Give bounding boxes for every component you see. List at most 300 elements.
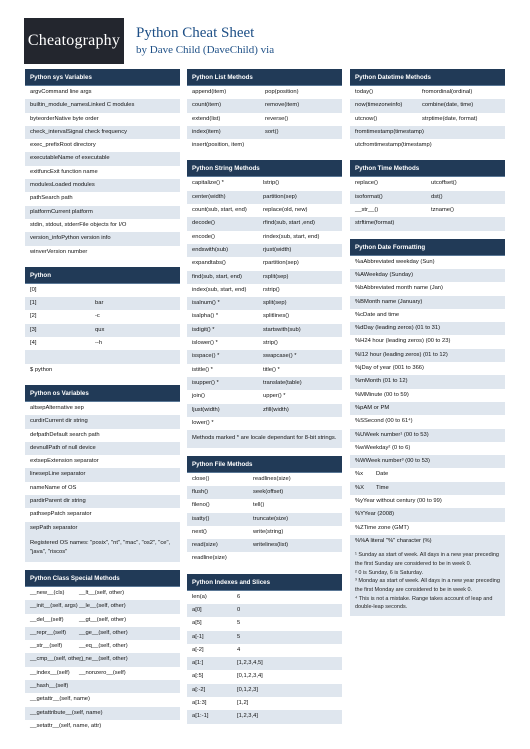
table-row [25,246,180,259]
section-header: Python os Variables [25,385,180,402]
table-cell: %yYear without century (00 to 99) [355,498,442,505]
table-row [187,617,342,630]
table-row [25,455,180,468]
table-cell: splitlines() [263,313,290,320]
table-cell [376,442,505,455]
table-cell: executableName of executable [30,155,110,162]
table-cell [265,139,342,152]
table-row [25,429,180,442]
table-cell: utcfromtimestamp(timestamp) [355,142,432,149]
table-cell: a[-1] [192,633,204,640]
table-cell [376,269,505,282]
footnote: ² 0 is Sunday, 6 is Saturday. [355,569,423,576]
table-cell: __del__(self) [30,616,64,623]
section-header: Python Class Special Methods [25,570,180,587]
table-row [25,86,180,99]
table-row [187,591,342,604]
table-cell: %SSecond (00 to 61⁴) [355,418,413,425]
table-cell: Time [376,484,389,491]
table-cell: encode() [192,233,215,240]
table-row [187,257,342,270]
table-cell: Date [376,471,389,478]
table-cell: truncate(size) [253,515,289,522]
table-cell [431,217,505,230]
table-cell: flush() [192,488,209,495]
table-row [187,324,342,337]
table-cell: __cmp__(self, other) [30,656,84,663]
table-cell: extsepExtension separator [30,458,99,465]
table-cell: now(timezoneinfo) [355,102,403,109]
table-row [187,710,342,723]
table-cell: altsepAlternative sep [30,404,84,411]
table-cell [376,335,505,348]
table-cell: startswith(sub) [263,326,301,333]
table-cell: %YYear (2008) [355,511,395,518]
table-cell: defpathDefault search path [30,431,100,438]
table-cell: %bAbbreviated month name (Jan) [355,285,443,292]
table-row [25,364,180,377]
table-row [25,587,180,600]
table-cell: center(width) [192,193,226,200]
footnote: ¹ Sunday as start of week. All days in a new year preceding the first Sunday are considered to be in week 0. [355,552,499,567]
table-cell: isatty() [192,515,210,522]
table-row [25,166,180,179]
table-row [25,126,180,139]
header [24,18,530,64]
table-cell: bar [95,300,104,307]
table-cell [79,693,180,706]
table-row [350,508,505,521]
table-cell: rpartition(sep) [263,260,299,267]
table-row [350,269,505,282]
table-cell: append(item) [192,89,227,95]
table-cell: today() [355,89,374,95]
table-cell: endswith(sub) [192,246,229,253]
table-cell: a[:5] [192,673,204,680]
table-row [350,99,505,112]
table-cell [263,417,342,430]
table-cell [79,720,180,733]
section-rows [25,402,180,535]
table-row [187,310,342,323]
table-row [25,653,180,666]
table-row [350,522,505,535]
table-row [25,707,180,720]
table-cell: strptime(date, format) [422,115,478,122]
table-row [350,296,505,309]
table-cell: 0 [237,607,241,613]
table-row [350,282,505,295]
table-row [187,86,342,99]
table-row [187,417,342,430]
section-rows [350,86,505,152]
table-cell [79,707,180,720]
table-cell: a[:-2] [192,686,206,693]
table-cell [376,362,505,375]
table-row [350,455,505,468]
table-row [187,177,342,190]
table-row [25,720,180,733]
table-row [350,375,505,388]
table-cell: zfill(width) [263,406,289,413]
table-cell: rfind(sub, start ,end) [263,220,315,227]
table-row [350,86,505,99]
table-row [25,468,180,481]
table-row [350,113,505,126]
table-cell [422,126,505,139]
table-row [25,442,180,455]
table-cell [376,322,505,335]
table-cell: __getattr__(self, name) [30,696,90,703]
table-cell: %UWeek number¹ (00 to 53) [355,431,429,438]
page-title: Python Cheat Sheet [136,25,255,41]
table-cell: fileno() [192,502,210,509]
table-cell: islower() * [192,340,218,347]
column-2 [187,69,342,732]
table-row [187,99,342,112]
table-row [350,442,505,455]
table-cell [422,139,505,152]
table-row [350,482,505,495]
table-cell: nameName of OS [30,484,77,491]
table-cell: [2] [30,313,37,320]
table-cell [30,350,95,363]
table-row [350,126,505,139]
table-cell: --h [95,340,103,347]
table-cell: %ZTime zone (GMT) [355,524,409,531]
section-block [350,239,505,616]
table-cell: a[0] [192,607,202,613]
table-cell: __ne__(self, other) [79,656,128,663]
table-cell: next() [192,528,207,535]
table-cell: capitalize() * [192,180,224,187]
section-rows [187,473,342,566]
table-cell: rstrip() [263,286,280,293]
table-row [25,508,180,521]
table-cell: winverVersion number [30,248,88,255]
table-row [187,139,342,152]
column-1 [25,69,180,741]
table-row [25,667,180,680]
table-cell: __str__() [355,207,379,214]
table-row [350,389,505,402]
table-row [187,126,342,139]
table-cell: translate(table) [263,379,302,386]
table-cell: modulesLoaded modules [30,182,95,189]
table-cell: $ python [30,366,53,373]
section-rows [25,587,180,733]
section-block [25,69,180,259]
table-cell: %H24 hour (leading zeros) (00 to 23) [355,338,451,345]
table-cell: %dDay (leading zeros) (01 to 31) [355,325,441,332]
table-cell: [1,2,3,4,5] [237,660,263,667]
table-cell [376,296,505,309]
table-row [187,473,342,486]
section-block [187,456,342,566]
section-header: Python String Methods [187,160,342,177]
table-row [25,693,180,706]
section-rows [187,86,342,152]
table-cell: rindex(sub, start, end) [263,233,320,240]
table-cell: reverse() [265,115,289,122]
table-row [25,297,180,310]
table-row [25,152,180,165]
table-cell: combine(date, time) [422,102,474,109]
table-cell: isalpha() * [192,313,219,320]
section-rows [350,177,505,230]
section-header: Python sys Variables [25,69,180,86]
table-cell: [3] [30,326,37,333]
table-row [25,614,180,627]
table-cell: 5 [237,620,241,627]
table-cell: __setattr__(self, name, attr) [30,722,102,729]
table-cell: argvCommand line args [30,89,92,95]
table-cell [376,309,505,322]
table-cell: __nonzero__(self) [79,669,126,676]
table-row [187,486,342,499]
table-cell: %mMonth (01 to 12) [355,378,408,385]
table-row [25,402,180,415]
table-row [187,697,342,710]
table-cell: ljust(width) [192,406,220,413]
section-block [350,69,505,152]
table-row [25,680,180,693]
table-cell: expandtabs() [192,260,226,267]
table-cell: replace() [355,180,378,187]
section-block [25,267,180,377]
table-row [350,177,505,190]
table-row [187,297,342,310]
section-rows [187,177,342,430]
table-row [25,310,180,323]
table-cell [376,349,505,362]
table-cell: lower() * [192,419,214,426]
table-row [350,335,505,348]
table-row [25,192,180,205]
table-cell: extend(list) [192,115,221,122]
table-row [350,309,505,322]
table-cell: byteorderNative byte order [30,115,99,122]
table-row [25,350,180,363]
table-cell: devnullPath of null device [30,444,96,451]
table-cell: exitfuncExit function name [30,168,98,175]
table-cell: tell() [253,502,265,509]
table-row [25,99,180,112]
table-row [350,495,505,508]
table-row [25,179,180,192]
table-cell: __ge__(self, other) [79,629,128,636]
table-row [350,535,505,548]
table-cell: write(string) [253,528,284,535]
table-cell: builtin_module_namesLinked C modules [30,102,135,109]
table-row [187,244,342,257]
table-row [187,552,342,565]
table-cell: pop(position) [265,89,299,95]
table-cell: __new__(cls) [30,589,65,596]
table-row [350,415,505,428]
table-row [187,284,342,297]
table-cell: -c [95,313,100,320]
table-cell: a[5] [192,620,202,627]
table-cell: isdigit() * [192,326,215,333]
table-row [25,337,180,350]
section-rows [187,591,342,724]
section-header: Python File Methods [187,456,342,473]
table-cell: close() [192,475,210,482]
table-row [350,139,505,152]
table-cell: [0,1,2,3] [237,686,258,693]
table-cell: [0] [30,286,37,293]
table-cell: fromtimestamp(timestamp) [355,128,424,135]
table-row [25,206,180,219]
table-cell: pathsepPatch separator [30,511,92,518]
table-row [25,232,180,245]
table-cell: index(item) [192,128,221,135]
section-header: Python Datetime Methods [350,69,505,86]
table-row [350,429,505,442]
table-row [25,627,180,640]
table-row [350,468,505,481]
table-row [187,217,342,230]
table-row [25,139,180,152]
table-cell: isspace() * [192,353,220,360]
table-cell: __eq__(self, other) [79,643,128,650]
table-cell: [1,2] [237,700,249,707]
table-row [350,402,505,415]
section-header: Python List Methods [187,69,342,86]
table-cell: __lt__(self, other) [79,589,125,596]
table-cell: readlines(size) [253,475,291,482]
table-cell: %X [355,484,365,491]
section-rows [25,86,180,259]
table-row [187,526,342,539]
table-cell: linesepLine separator [30,471,86,478]
table-cell: %MMinute (00 to 59) [355,391,409,398]
table-row [25,415,180,428]
footnote: ³ Monday as start of week. All days in a new year preceding the first Monday are considered to be in week 0. [355,578,500,594]
table-cell: isupper() * [192,379,219,386]
table-cell: __getattribute__(self, name) [30,709,103,716]
site-logo[interactable]: Cheatography [24,18,124,64]
table-row [187,644,342,657]
table-cell: pathSearch path [30,195,73,202]
section-block [350,160,505,230]
table-cell: read(size) [192,542,218,549]
section-note: Registered OS names: "posix", "nt", "mac", "os2", "ce", "java", "riscos" [25,535,180,562]
section-header: Python Date Formatting [350,239,505,256]
section-block [187,574,342,724]
table-row [187,377,342,390]
table-cell [95,364,180,377]
table-cell [376,508,505,521]
table-cell: rjust(width) [263,246,292,253]
table-cell: writelines(list) [253,542,289,549]
table-cell: __init__(self, args) [30,603,78,610]
table-cell: stdin, stdout, stderrFile objects for I/O [30,221,127,228]
table-row [187,499,342,512]
table-cell [79,680,180,693]
table-cell [376,535,505,548]
table-cell: %I12 hour (leading zeros) (01 to 12) [355,351,448,358]
table-cell [376,429,505,442]
table-cell: isalnum() * [192,300,220,307]
section-block [25,385,180,562]
table-cell: sepPath separator [30,524,78,531]
table-cell: utcoffset() [431,180,457,187]
table-cell: check_intervalSignal check frequency [30,128,127,135]
table-cell: qux [95,326,105,333]
table-cell: len(a) [192,593,207,600]
table-cell: __str__(self) [30,643,63,650]
section-rows [25,284,180,377]
table-row [25,600,180,613]
table-cell: count(item) [192,102,221,109]
table-cell: istitle() * [192,366,213,373]
column-3 [350,69,505,624]
table-cell: %%A literal "%" character (%) [355,537,432,544]
table-cell: decode() [192,220,215,227]
table-cell: __gt__(self, other) [79,616,127,623]
table-cell: 4 [237,646,241,653]
author-byline: by Dave Child (DaveChild) via [136,44,275,56]
table-cell: title() * [263,366,280,373]
table-row [350,349,505,362]
table-cell: join() [192,393,205,400]
table-cell: exec_prefixRoot directory [30,142,96,149]
section-header: Python [25,267,180,284]
table-row [187,684,342,697]
table-cell: %cDate and time [355,311,400,318]
table-cell: insert(position, item) [192,142,245,149]
table-cell: %jDay of year (001 to 366) [355,365,424,372]
table-row [187,271,342,284]
table-row [187,404,342,417]
table-cell: seek(offset) [253,488,284,495]
table-row [187,604,342,617]
section-note: Methods marked * are locale dependant for 8-bit strings. [187,430,342,448]
table-cell: a[1:-1] [192,713,209,720]
table-cell [376,282,505,295]
table-cell [253,552,342,565]
table-cell: version_infoPython version info [30,235,111,242]
table-cell: strftime(format) [355,220,395,227]
section-block [187,69,342,152]
table-cell: %x [355,471,364,478]
table-row [187,191,342,204]
table-cell: fromordinal(ordinal) [422,89,473,95]
table-cell: replace(old, new) [263,207,308,214]
table-cell [376,455,505,468]
table-row [350,217,505,230]
table-cell: [4] [30,340,37,347]
table-cell: %AWeekday (Sunday) [355,271,413,278]
table-row [350,362,505,375]
table-cell: sort() [265,128,279,135]
table-cell: 5 [237,633,241,640]
table-row [187,350,342,363]
table-cell [95,350,180,363]
table-row [187,513,342,526]
table-cell: %WWeek number³ (00 to 53) [355,458,430,465]
table-cell [376,375,505,388]
table-cell: __le__(self, other) [79,603,126,610]
table-cell: %pAM or PM [355,404,390,411]
table-row [187,204,342,217]
section-header: Python Time Methods [350,160,505,177]
table-row [25,482,180,495]
table-cell: __index__(self) [30,669,70,676]
table-row [350,256,505,269]
